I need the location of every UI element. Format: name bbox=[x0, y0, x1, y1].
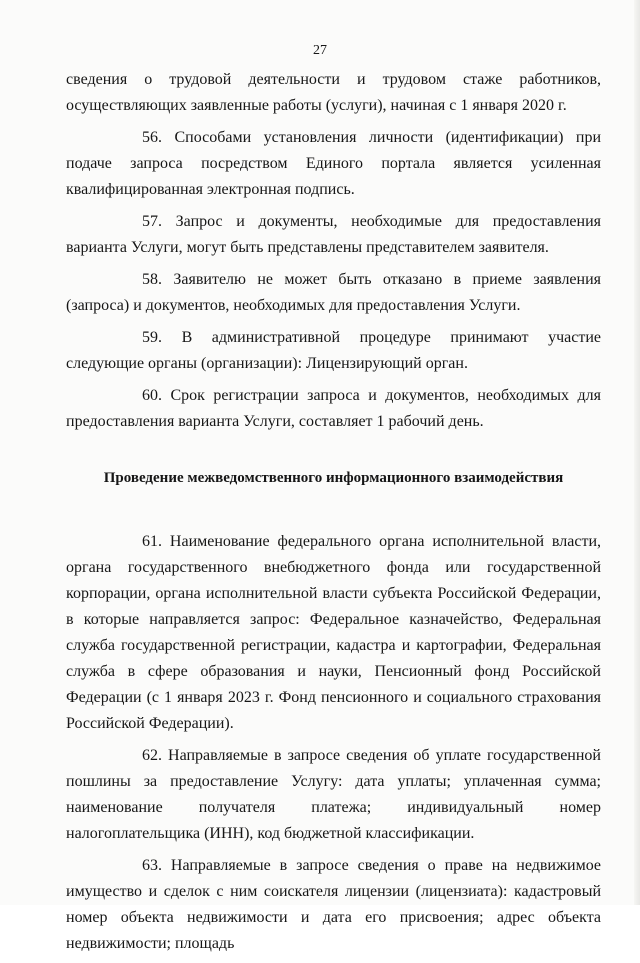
paragraph-group-top bbox=[66, 67, 601, 435]
section-heading: Проведение межведомственного информационного взаимодействия bbox=[103, 470, 564, 486]
paragraph bbox=[66, 529, 601, 737]
paragraph-text: сведения о трудовой деятельности и трудовом стаже работников, осуществляющих заявленные работы (услуги), начиная с 1 января 2020 г. bbox=[66, 71, 601, 114]
paragraph-number: 63. bbox=[142, 857, 162, 874]
paragraph bbox=[66, 853, 601, 957]
paragraph-number: 62. bbox=[142, 747, 162, 764]
paragraph-text: Способами установления личности (идентификации) при подаче запроса посредством Единого портала является усиленная квалифицированная электронная подпись. bbox=[66, 129, 602, 198]
paragraph-text: Направляемые в запросе сведения о праве на недвижимое имущество и сделок с ним соискателя лицензии (лицензиата): кадастровый номер объекта недвижимости и дата его присвоения; адрес объекта недвижимости; площадь bbox=[66, 857, 602, 952]
document-body bbox=[66, 67, 601, 963]
paragraph-number: 57. bbox=[142, 213, 162, 230]
paragraph-number: 59. bbox=[142, 329, 162, 346]
paragraph-text: Наименование федерального органа исполнительной власти, органа государственного внебюджетного фонда или государственной корпорации, органа исполнительной власти субъекта Российской Федерации, в которые направляется запрос: Федеральное казначейство, Федеральная служба государственной регистрации, кадастра и картографии, Федеральная служба в сфере образования и науки, Пенсионный фонд Российской Федерации (с 1 января 2023 г. Фонд пенсионного и социального страхования Российской Федерации). bbox=[66, 533, 601, 732]
paragraph-number: 60. bbox=[142, 387, 162, 404]
page-edge-shadow bbox=[634, 0, 640, 905]
paragraph bbox=[66, 67, 601, 119]
paragraph-text: Направляемые в запросе сведения об уплате государственной пошлины за предоставление Услугу: дата уплаты; уплаченная сумма; наименование получателя платежа; индивидуальный номер налогоплательщика (ИНН), код бюджетной классификации. bbox=[66, 747, 601, 842]
page-number: 27 bbox=[313, 43, 327, 58]
paragraph bbox=[66, 383, 601, 435]
paragraph-text: Запрос и документы, необходимые для предоставления варианта Услуги, могут быть представлены представителем заявителя. bbox=[66, 213, 602, 256]
paragraph bbox=[66, 267, 601, 319]
paragraph-text: Срок регистрации запроса и документов, необходимых для предоставления варианта Услуги, составляет 1 рабочий день. bbox=[66, 387, 602, 430]
paragraph-text: Заявителю не может быть отказано в приеме заявления (запроса) и документов, необходимых для предоставления Услуги. bbox=[66, 271, 602, 314]
paragraph-group-bottom bbox=[66, 529, 601, 957]
paragraph bbox=[66, 209, 601, 261]
paragraph-text: В административной процедуре принимают участие следующие органы (организации): Лицензирующий орган. bbox=[66, 329, 602, 372]
paragraph-number: 58. bbox=[142, 271, 162, 288]
paragraph bbox=[66, 743, 601, 847]
paragraph bbox=[66, 125, 601, 203]
paragraph-number: 61. bbox=[142, 533, 162, 550]
paragraph bbox=[66, 325, 601, 377]
paragraph-number: 56. bbox=[142, 129, 162, 146]
